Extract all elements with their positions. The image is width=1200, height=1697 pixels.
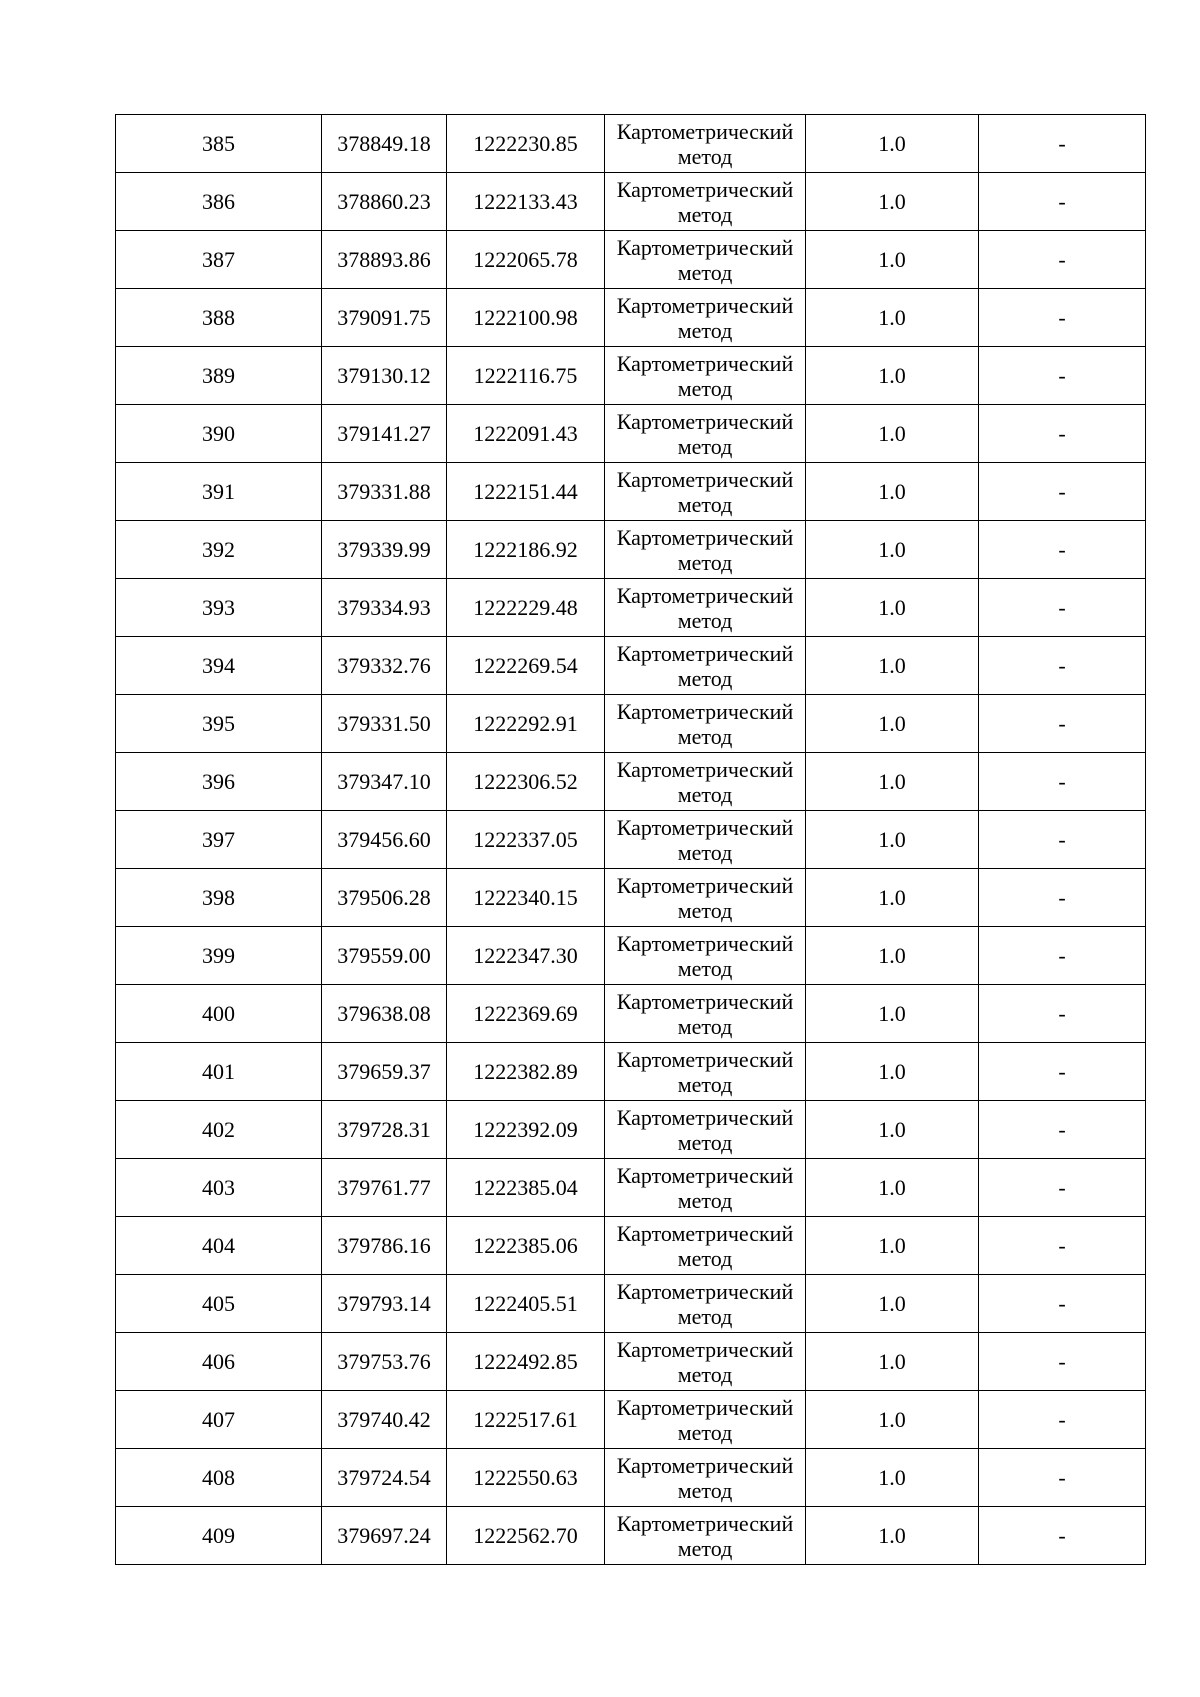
y-coordinate-cell: 1222392.09 [447,1101,605,1159]
note-cell: - [979,231,1146,289]
y-coordinate-cell: 1222100.98 [447,289,605,347]
method-line-1: Картометрический [616,1162,794,1188]
note-cell: - [979,1449,1146,1507]
x-coordinate-cell: 379659.37 [322,1043,447,1101]
accuracy-cell: 1.0 [806,811,979,869]
x-coordinate-cell: 379141.27 [322,405,447,463]
point-number-cell: 398 [116,869,322,927]
method-line-1: Картометрический [616,1046,794,1072]
y-coordinate-cell: 1222340.15 [447,869,605,927]
note-cell: - [979,1507,1146,1565]
note-cell: - [979,1333,1146,1391]
method-cell [605,1217,806,1275]
method-line-1: Картометрический [616,640,794,666]
table-row [116,1333,1146,1391]
x-coordinate-cell: 379740.42 [322,1391,447,1449]
note-cell: - [979,637,1146,695]
y-coordinate-cell: 1222151.44 [447,463,605,521]
method-line-1: Картометрический [616,930,794,956]
method-line-1: Картометрический [616,1336,794,1362]
method-cell [605,1275,806,1333]
y-coordinate-cell: 1222347.30 [447,927,605,985]
method-cell [605,1507,806,1565]
method-line-1: Картометрический [616,234,794,260]
note-cell: - [979,1391,1146,1449]
table-row [116,1449,1146,1507]
y-coordinate-cell: 1222550.63 [447,1449,605,1507]
table-row [116,521,1146,579]
method-cell [605,579,806,637]
method-cell [605,115,806,173]
table-row [116,1275,1146,1333]
x-coordinate-cell: 379332.76 [322,637,447,695]
x-coordinate-cell: 379091.75 [322,289,447,347]
method-line-1: Картометрический [616,1278,794,1304]
x-coordinate-cell: 379697.24 [322,1507,447,1565]
point-number-cell: 408 [116,1449,322,1507]
accuracy-cell: 1.0 [806,637,979,695]
y-coordinate-cell: 1222230.85 [447,115,605,173]
note-cell: - [979,289,1146,347]
method-cell [605,405,806,463]
point-number-cell: 389 [116,347,322,405]
point-number-cell: 400 [116,985,322,1043]
point-number-cell: 390 [116,405,322,463]
method-line-2: метод [677,433,733,459]
x-coordinate-cell: 378893.86 [322,231,447,289]
accuracy-cell: 1.0 [806,869,979,927]
method-line-2: метод [677,491,733,517]
method-line-2: метод [677,259,733,285]
point-number-cell: 391 [116,463,322,521]
y-coordinate-cell: 1222186.92 [447,521,605,579]
method-line-1: Картометрический [616,988,794,1014]
note-cell: - [979,115,1146,173]
table-row [116,1217,1146,1275]
y-coordinate-cell: 1222292.91 [447,695,605,753]
x-coordinate-cell: 379728.31 [322,1101,447,1159]
method-line-2: метод [677,143,733,169]
accuracy-cell: 1.0 [806,1449,979,1507]
table-row [116,463,1146,521]
point-number-cell: 401 [116,1043,322,1101]
method-line-2: метод [677,1303,733,1329]
method-line-2: метод [677,549,733,575]
x-coordinate-cell: 379331.50 [322,695,447,753]
method-cell [605,637,806,695]
method-line-1: Картометрический [616,1220,794,1246]
table-row [116,869,1146,927]
table-row [116,985,1146,1043]
accuracy-cell: 1.0 [806,1217,979,1275]
point-number-cell: 396 [116,753,322,811]
method-line-1: Картометрический [616,1394,794,1420]
y-coordinate-cell: 1222091.43 [447,405,605,463]
note-cell: - [979,753,1146,811]
table-row [116,1101,1146,1159]
accuracy-cell: 1.0 [806,347,979,405]
note-cell: - [979,1043,1146,1101]
point-number-cell: 388 [116,289,322,347]
accuracy-cell: 1.0 [806,579,979,637]
method-cell [605,1333,806,1391]
table-row [116,637,1146,695]
x-coordinate-cell: 378849.18 [322,115,447,173]
x-coordinate-cell: 379786.16 [322,1217,447,1275]
note-cell: - [979,985,1146,1043]
table-row [116,753,1146,811]
y-coordinate-cell: 1222517.61 [447,1391,605,1449]
note-cell: - [979,463,1146,521]
accuracy-cell: 1.0 [806,1159,979,1217]
method-line-2: метод [677,955,733,981]
method-line-2: метод [677,897,733,923]
method-cell [605,753,806,811]
method-line-2: метод [677,607,733,633]
method-line-2: метод [677,1187,733,1213]
note-cell: - [979,347,1146,405]
note-cell: - [979,869,1146,927]
note-cell: - [979,927,1146,985]
y-coordinate-cell: 1222065.78 [447,231,605,289]
coordinates-table [115,114,1146,1565]
method-line-2: метод [677,375,733,401]
accuracy-cell: 1.0 [806,753,979,811]
y-coordinate-cell: 1222269.54 [447,637,605,695]
method-line-2: метод [677,1245,733,1271]
accuracy-cell: 1.0 [806,1391,979,1449]
note-cell: - [979,521,1146,579]
method-line-2: метод [677,317,733,343]
accuracy-cell: 1.0 [806,173,979,231]
point-number-cell: 403 [116,1159,322,1217]
method-cell [605,173,806,231]
accuracy-cell: 1.0 [806,1101,979,1159]
accuracy-cell: 1.0 [806,231,979,289]
y-coordinate-cell: 1222306.52 [447,753,605,811]
method-line-1: Картометрический [616,1510,794,1536]
table-row [116,289,1146,347]
method-line-1: Картометрический [616,118,794,144]
x-coordinate-cell: 379339.99 [322,521,447,579]
accuracy-cell: 1.0 [806,1507,979,1565]
table-row [116,695,1146,753]
method-line-2: метод [677,1129,733,1155]
table-row [116,1507,1146,1565]
point-number-cell: 404 [116,1217,322,1275]
method-cell [605,1391,806,1449]
method-cell [605,231,806,289]
table-row [116,115,1146,173]
method-cell [605,1449,806,1507]
method-line-1: Картометрический [616,176,794,202]
method-line-1: Картометрический [616,408,794,434]
method-line-2: метод [677,1535,733,1561]
method-line-1: Картометрический [616,756,794,782]
point-number-cell: 406 [116,1333,322,1391]
point-number-cell: 397 [116,811,322,869]
method-line-1: Картометрический [616,582,794,608]
method-line-1: Картометрический [616,872,794,898]
accuracy-cell: 1.0 [806,405,979,463]
x-coordinate-cell: 379130.12 [322,347,447,405]
method-line-2: метод [677,201,733,227]
y-coordinate-cell: 1222562.70 [447,1507,605,1565]
method-line-1: Картометрический [616,1452,794,1478]
method-line-2: метод [677,1477,733,1503]
accuracy-cell: 1.0 [806,927,979,985]
note-cell: - [979,579,1146,637]
point-number-cell: 394 [116,637,322,695]
method-cell [605,695,806,753]
x-coordinate-cell: 379724.54 [322,1449,447,1507]
table-row [116,1391,1146,1449]
table-row [116,173,1146,231]
method-line-1: Картометрический [616,524,794,550]
y-coordinate-cell: 1222492.85 [447,1333,605,1391]
table-body [116,115,1146,1565]
point-number-cell: 393 [116,579,322,637]
method-line-1: Картометрический [616,698,794,724]
method-cell [605,869,806,927]
point-number-cell: 407 [116,1391,322,1449]
note-cell: - [979,1217,1146,1275]
accuracy-cell: 1.0 [806,1333,979,1391]
point-number-cell: 399 [116,927,322,985]
method-cell [605,289,806,347]
table-row [116,347,1146,405]
method-line-2: метод [677,781,733,807]
table-row [116,1159,1146,1217]
method-line-2: метод [677,723,733,749]
table-row [116,811,1146,869]
accuracy-cell: 1.0 [806,115,979,173]
y-coordinate-cell: 1222405.51 [447,1275,605,1333]
note-cell: - [979,1159,1146,1217]
point-number-cell: 392 [116,521,322,579]
table-row [116,405,1146,463]
x-coordinate-cell: 379793.14 [322,1275,447,1333]
method-cell [605,463,806,521]
point-number-cell: 386 [116,173,322,231]
method-line-1: Картометрический [616,814,794,840]
point-number-cell: 405 [116,1275,322,1333]
table-row [116,927,1146,985]
point-number-cell: 409 [116,1507,322,1565]
y-coordinate-cell: 1222385.06 [447,1217,605,1275]
method-cell [605,811,806,869]
method-cell [605,985,806,1043]
method-cell [605,1043,806,1101]
accuracy-cell: 1.0 [806,1275,979,1333]
x-coordinate-cell: 379559.00 [322,927,447,985]
note-cell: - [979,405,1146,463]
y-coordinate-cell: 1222229.48 [447,579,605,637]
x-coordinate-cell: 379347.10 [322,753,447,811]
method-line-2: метод [677,839,733,865]
note-cell: - [979,811,1146,869]
x-coordinate-cell: 379761.77 [322,1159,447,1217]
method-cell [605,927,806,985]
method-line-1: Картометрический [616,292,794,318]
x-coordinate-cell: 378860.23 [322,173,447,231]
point-number-cell: 387 [116,231,322,289]
y-coordinate-cell: 1222369.69 [447,985,605,1043]
y-coordinate-cell: 1222337.05 [447,811,605,869]
note-cell: - [979,173,1146,231]
x-coordinate-cell: 379506.28 [322,869,447,927]
method-line-2: метод [677,1013,733,1039]
point-number-cell: 385 [116,115,322,173]
method-line-2: метод [677,1361,733,1387]
note-cell: - [979,1101,1146,1159]
method-line-2: метод [677,1071,733,1097]
method-line-1: Картометрический [616,1104,794,1130]
table-row [116,579,1146,637]
accuracy-cell: 1.0 [806,463,979,521]
accuracy-cell: 1.0 [806,985,979,1043]
y-coordinate-cell: 1222116.75 [447,347,605,405]
method-line-2: метод [677,1419,733,1445]
point-number-cell: 402 [116,1101,322,1159]
x-coordinate-cell: 379638.08 [322,985,447,1043]
method-cell [605,1159,806,1217]
point-number-cell: 395 [116,695,322,753]
method-line-1: Картометрический [616,350,794,376]
accuracy-cell: 1.0 [806,289,979,347]
method-cell [605,1101,806,1159]
note-cell: - [979,695,1146,753]
accuracy-cell: 1.0 [806,695,979,753]
table-row [116,1043,1146,1101]
accuracy-cell: 1.0 [806,521,979,579]
y-coordinate-cell: 1222133.43 [447,173,605,231]
note-cell: - [979,1275,1146,1333]
method-cell [605,347,806,405]
table-row [116,231,1146,289]
x-coordinate-cell: 379331.88 [322,463,447,521]
y-coordinate-cell: 1222382.89 [447,1043,605,1101]
method-cell [605,521,806,579]
method-line-1: Картометрический [616,466,794,492]
y-coordinate-cell: 1222385.04 [447,1159,605,1217]
method-line-2: метод [677,665,733,691]
accuracy-cell: 1.0 [806,1043,979,1101]
x-coordinate-cell: 379334.93 [322,579,447,637]
x-coordinate-cell: 379456.60 [322,811,447,869]
x-coordinate-cell: 379753.76 [322,1333,447,1391]
